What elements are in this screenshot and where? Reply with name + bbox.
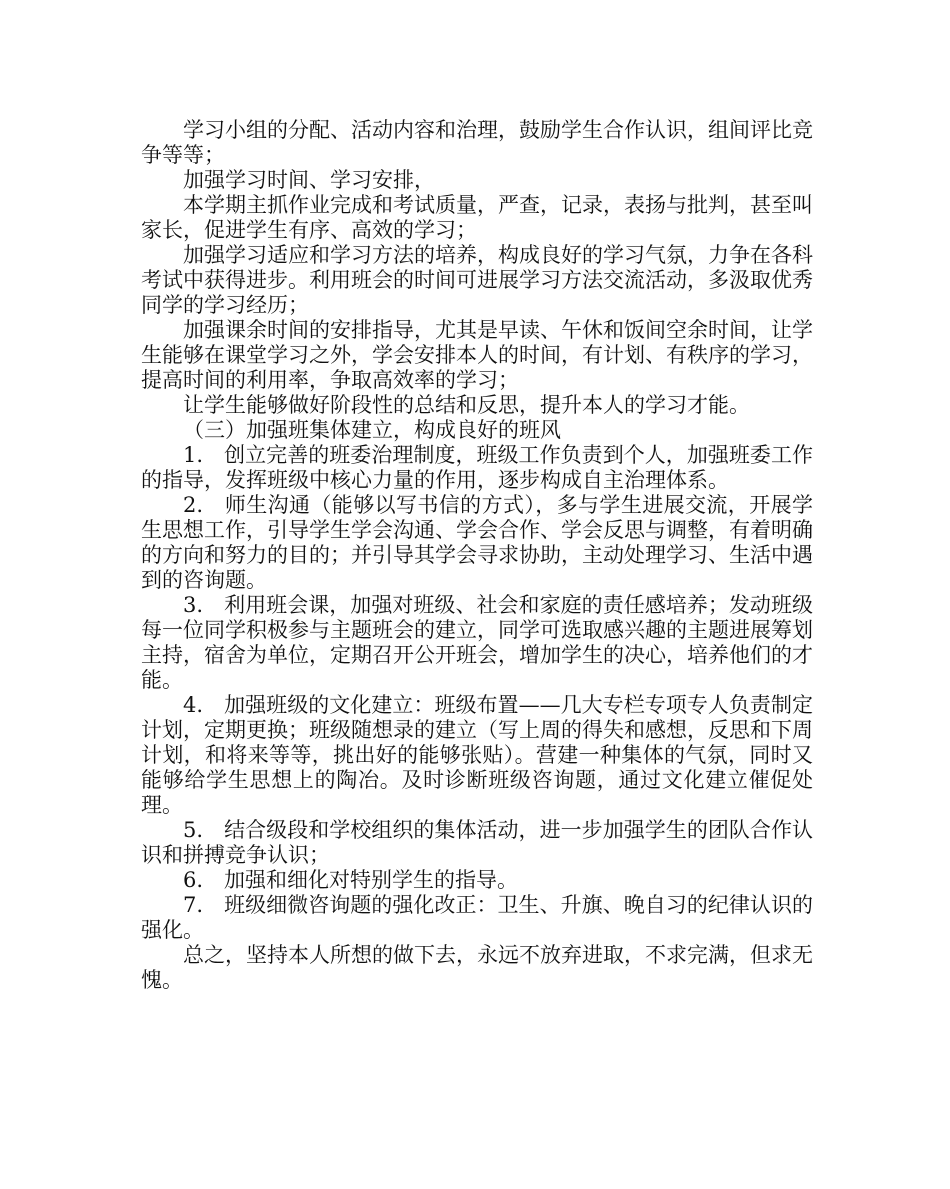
list-item: 2. 师生沟通（能够以写书信的方式），多与学生进展交流，开展学生思想工作，引导学生学会沟通、学会合作、学会反思与调整，有着明确的方向和努力的目的；并引导其学会寻求协助，主动处理学习、生活中遇到的咨询题。: [141, 493, 813, 592]
document-body: [141, 118, 813, 993]
paragraph: 加强学习适应和学习方法的培养，构成良好的学习气氛，力争在各科考试中获得进步。利用班会的时间可进展学习方法交流活动，多汲取优秀同学的学习经历；: [141, 243, 813, 317]
list-item: 6. 加强和细化对特别学生的指导。: [183, 868, 519, 892]
paragraph: 本学期主抓作业完成和考试质量，严查，记录，表扬与批判，甚至叫家长，促进学生有序、高效的学习；: [141, 193, 813, 242]
list-item: 7. 班级细微咨询题的强化改正：卫生、升旗、晚自习的纪律认识的强化。: [141, 893, 813, 942]
paragraph: 学习小组的分配、活动内容和治理，鼓励学生合作认识，组间评比竞争等等；: [141, 118, 813, 167]
list-item: 1. 创立完善的班委治理制度，班级工作负责到个人，加强班委工作的指导，发挥班级中核心力量的作用，逐步构成自主治理体系。: [141, 443, 813, 492]
paragraph: 让学生能够做好阶段性的总结和反思，提升本人的学习才能。: [183, 393, 750, 417]
section-heading: （三）加强班集体建立，构成良好的班风: [183, 418, 561, 442]
paragraph: 加强学习时间、学习安排，: [183, 168, 435, 192]
conclusion-paragraph: 总之，坚持本人所想的做下去，永远不放弃进取，不求完满，但求无愧。: [141, 943, 813, 992]
list-item: 3. 利用班会课，加强对班级、社会和家庭的责任感培养；发动班级每一位同学积极参与主题班会的建立，同学可选取感兴趣的主题进展筹划主持，宿舍为单位，定期召开公开班会，增加学生的决心，培养他们的才能。: [141, 593, 813, 692]
list-item: 5. 结合级段和学校组织的集体活动，进一步加强学生的团队合作认识和拼搏竞争认识；: [141, 818, 813, 867]
paragraph: 加强课余时间的安排指导，尤其是早读、午休和饭间空余时间，让学生能够在课堂学习之外，学会安排本人的时间，有计划、有秩序的学习，提高时间的利用率，争取高效率的学习；: [141, 318, 813, 392]
list-item: 4. 加强班级的文化建立：班级布置——几大专栏专项专人负责制定计划，定期更换；班级随想录的建立（写上周的得失和感想，反思和下周计划，和将来等等，挑出好的能够张贴）。营建一种集体的气氛，同时又能够给学生思想上的陶冶。及时诊断班级咨询题，通过文化建立催促处理。: [141, 693, 813, 817]
